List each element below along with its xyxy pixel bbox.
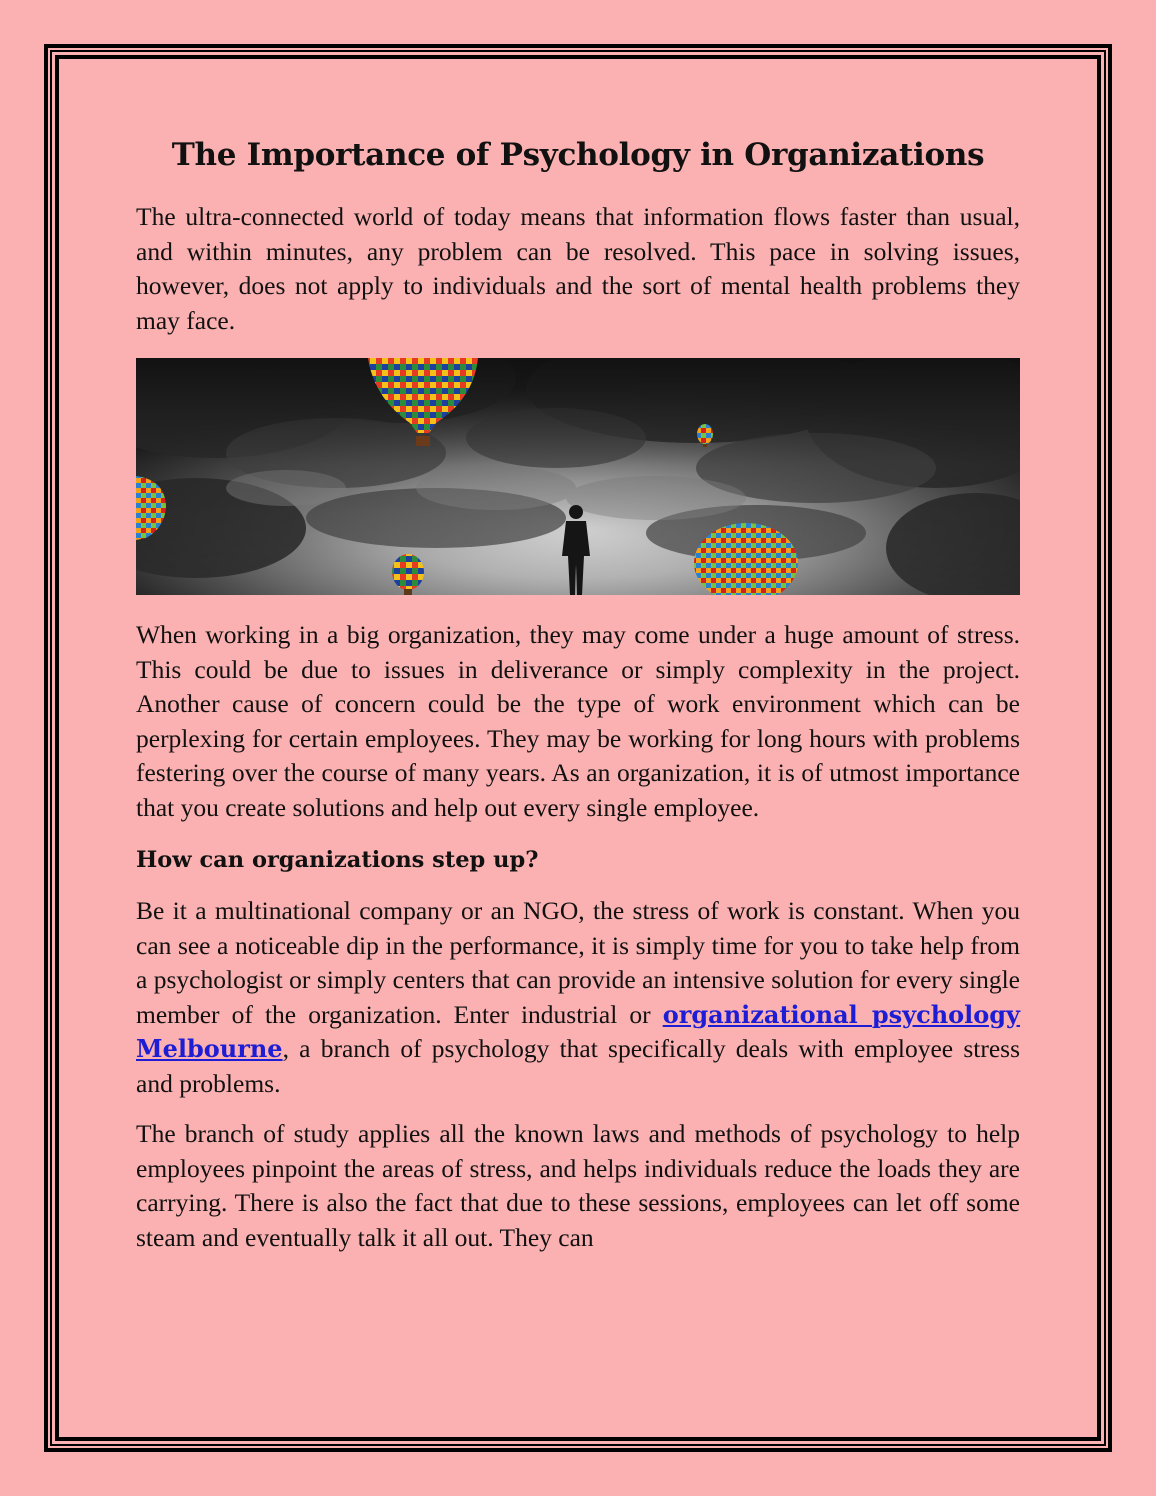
organizational-psychology-link[interactable]: organizational psychology Melbourne bbox=[136, 999, 1021, 1063]
article-body bbox=[136, 130, 1020, 1255]
paragraph-text-after-link: , a branch of psychology that specifically deals with employee stress and problems. bbox=[136, 1034, 1020, 1098]
intro-paragraph: The ultra-connected world of today means that information flows faster than usual, and within minutes, any problem can be resolved. This pace in solving issues, however, does not apply to individuals and the sort of mental health problems they may face. bbox=[136, 202, 1020, 335]
section-heading: How can organizations step up? bbox=[136, 847, 539, 873]
work-stress-paragraph: When working in a big organization, they may come under a huge amount of stress. This could be due to issues in deliverance or simply complexity in the project. Another cause of concern could be the type of work environment which can be perplexing for certain employees. They may be working for long hours with problems festering over the course of many years. As an organization, it is of utmost importance that you create solutions and help out every single employee. bbox=[136, 620, 1020, 822]
article-title: The Importance of Psychology in Organizations bbox=[171, 137, 985, 173]
branch-of-study-paragraph: The branch of study applies all the known laws and methods of psychology to help employees pinpoint the areas of stress, and helps individuals reduce the loads they are carrying. There is also the fact that due to these sessions, employees can let off some steam and eventually talk it all out. They can bbox=[136, 1119, 1020, 1252]
paragraph-text-before-link: Be it a multinational company or an NGO, the stress of work is constant. When you can see a noticeable dip in the performance, it is simply time for you to take help from a psychologist or simply centers that can provide an intensive solution for every single member of the organization. Enter industrial or bbox=[136, 896, 1020, 1029]
hero-image-balloons-storm bbox=[136, 358, 1020, 595]
organizations-paragraph bbox=[136, 894, 1020, 1101]
